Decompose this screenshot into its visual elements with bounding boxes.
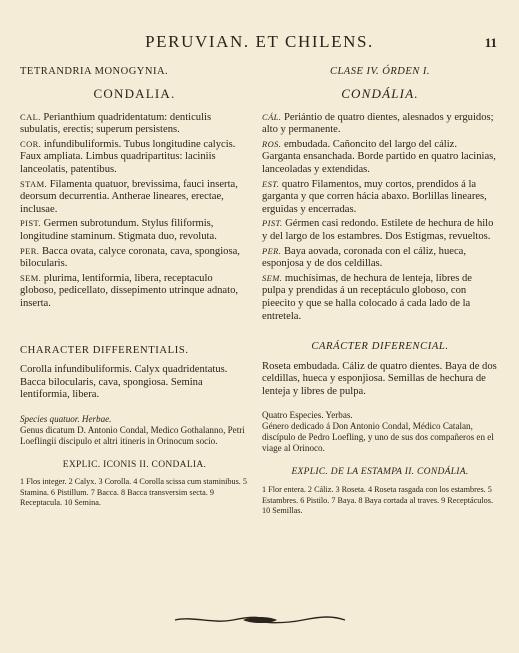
spanish-column <box>262 66 498 517</box>
entry-abbr: CAL. <box>20 111 41 122</box>
entry-text: Baya aovada, coronada con el cáliz, hueca, esponjosa y de dos celdillas. <box>262 245 467 270</box>
entry-text: Periántio de quatro dientes, alesnados y erguidos; alto y permanente. <box>262 111 494 136</box>
entry-abbr: PER. <box>262 245 282 256</box>
seed-entry <box>262 272 498 323</box>
class-order-spanish: CLASE IV. ÓRDEN I. <box>329 66 431 77</box>
seed-entry <box>20 272 249 311</box>
differential-title-latin: CHARACTER DIFFERENTIALIS. <box>20 344 189 356</box>
entry-text: embudada. Cañoncito del largo del cáliz. Garganta ensanchada. Borde partido en quatro lacinias, lanceoladas y extendidas. <box>262 138 496 175</box>
stamen-entry <box>262 178 498 217</box>
latin-column <box>20 66 249 509</box>
genus-title-latin: CONDALIA. <box>93 86 176 101</box>
explanation-text-latin: 1 Flos integer. 2 Calyx. 3 Corolla. 4 Corolla scissa cum staminibus. 5 Stamina. 6 Pistillum. 7 Bacca. 8 Bacca transversim secta. 9 Receptacula. 10 Semina. <box>20 477 247 508</box>
entry-abbr: PIST. <box>20 218 41 229</box>
entry-text: Perianthium quadridentatum: denticulis subulatis, erectis; superum persistens. <box>20 111 212 136</box>
calyx-entry <box>262 111 498 137</box>
species-latin: Species quatuor. Herbae. <box>20 413 112 424</box>
stamen-entry <box>20 178 249 217</box>
entry-text: Bacca ovata, calyce coronata, cava, spongiosa, bilocularis. <box>20 245 240 270</box>
entry-abbr: PIST. <box>262 218 283 229</box>
explanation-title-spanish: EXPLIC. DE LA ESTAMPA II. CONDÁLIA. <box>291 467 469 478</box>
page-number: 11 <box>484 35 497 50</box>
pericarp-entry <box>20 245 249 271</box>
entry-text: quatro Filamentos, muy cortos, prendidos á la garganta y que corren hácia abaxo. Borlillas lineares, erguidas y encerradas. <box>262 178 487 215</box>
entry-abbr: CÁL. <box>262 111 282 122</box>
species-spanish: Quatro Especies. Yerbas. <box>262 410 353 421</box>
pistil-entry <box>262 217 498 243</box>
genus-note-spanish: Género dedicado á Don Antonio Condal, Médico Catalan, discípulo de Pedro Loefling, y uno de sus dos compañeros en el viage al Orinoco. <box>262 421 494 454</box>
calyx-entry <box>20 111 249 137</box>
entry-text: infundibuliformis. Tubus longitudine calycis. Faux ampliata. Limbus quadripartitus: laciniis lanceolatis, patentibus. <box>20 138 236 175</box>
entry-abbr: EST. <box>262 178 280 189</box>
genus-note-latin: Genus dicatum D. Antonio Condal, Medico Gothalanno, Petri Loeflingii discipulo et altri itineris in Orinocum socio. <box>20 424 245 446</box>
entry-abbr: PER. <box>20 245 40 256</box>
entry-abbr: STAM. <box>20 178 48 189</box>
entry-abbr: SEM. <box>20 272 42 283</box>
pericarp-entry <box>262 245 498 271</box>
differential-title-spanish: CARÁCTER DIFERENCIAL. <box>311 341 449 353</box>
differential-text-spanish: Roseta embudada. Cáliz de quatro dientes. Baya de dos celdillas, hueca y esponjiosa. Semillas de hechura de lenteja y libres de pulpa. <box>262 360 497 397</box>
entry-abbr: ROS. <box>262 138 282 149</box>
running-head: PERUVIAN. ET CHILENS. <box>145 32 374 51</box>
entry-text: plurima, lentiformia, libera, receptaculo globoso, pedicellato, dissepimento utrinque adnato, inserta. <box>20 272 239 309</box>
entry-text: muchísimas, de hechura de lenteja, libres de pulpa y prendidas á un receptáculo globoso, con pieecito y que se halla colocado á cada lado de la entretela. <box>262 272 472 322</box>
differential-text-latin: Corolla infundibuliformis. Calyx quadridentatus. Bacca bilocularis, cava, spongiosa. Semina lentiformia, libera. <box>20 364 228 401</box>
corolla-entry <box>262 138 498 177</box>
entry-text: Germen subrotundum. Stylus filiformis, longitudine staminum. Stigmata duo, revoluta. <box>20 218 217 242</box>
entry-abbr: COR. <box>20 138 42 149</box>
pistil-entry <box>20 217 249 243</box>
entry-text: Gérmen casi redondo. Estilete de hechura de hilo y del largo de los estambres. Dos Estigmas, revueltos. <box>262 218 494 242</box>
genus-title-spanish: CONDÁLIA. <box>341 86 419 101</box>
corolla-entry <box>20 138 249 177</box>
class-order-latin: TETRANDRIA MONOGYNIA. <box>20 66 169 77</box>
ornament-divider-icon <box>173 614 347 626</box>
entry-text: Filamenta quatuor, brevissima, fauci inserta, deorsum decurrentia. Antherae lineares, erectae, inclusae. <box>20 178 238 215</box>
explanation-title-latin: EXPLIC. ICONIS II. CONDALIA. <box>62 459 207 470</box>
explanation-text-spanish: 1 Flor entera. 2 Cáliz. 3 Roseta. 4 Roseta rasgada con los estambres. 5 Estambres. 6 Pistilo. 7 Baya. 8 Baya cortada al traves. 9 Receptáculos. 10 Semillas. <box>262 485 494 516</box>
entry-abbr: SEM. <box>262 272 283 283</box>
